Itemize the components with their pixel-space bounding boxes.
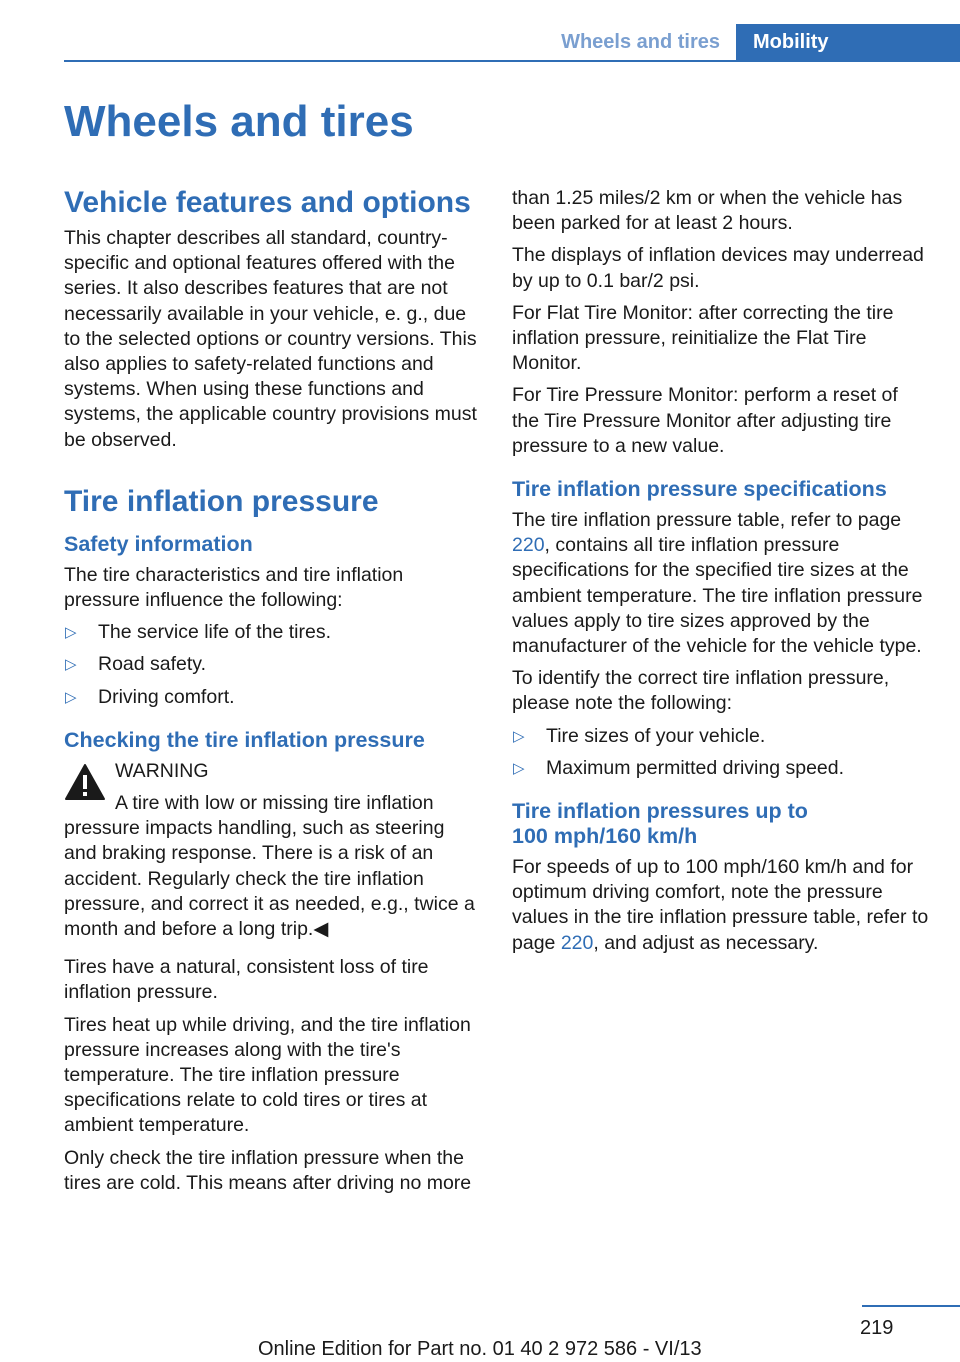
upto-text-start: For speeds of up to 100 mph/160 km/h and for optimum driving comfort, note the pressure values in the tire inflation pressure table, refer to page xyxy=(512,856,929,954)
left-column xyxy=(64,184,482,1203)
triangle-right-icon: ▷ xyxy=(513,759,525,777)
list-item xyxy=(512,724,930,749)
list-item xyxy=(512,756,930,781)
upto-paragraph xyxy=(512,855,930,956)
warning-block xyxy=(64,759,482,942)
list-item-text: Maximum permitted driving speed. xyxy=(546,756,845,779)
upto-heading-line-2: 100 mph/160 km/h xyxy=(512,824,698,849)
heat-paragraph: Tires heat up while driving, and the tire inflation pressure increases along with the tire's temperature. The tire inflation pressure specifications relate to cold tires or tires at ambient temperature. xyxy=(64,1013,471,1137)
specs-text-end: , contains all tire inflation pressure specifications for the specified tire sizes at the ambient temperature. The tire inflation pressure values apply to tire sizes approved by the manufacturer of the vehicle for the vehicle type. xyxy=(512,534,923,658)
page-link[interactable]: 220 xyxy=(560,931,594,954)
features-heading: Vehicle features and options xyxy=(64,186,471,219)
list-item xyxy=(64,685,482,710)
cold-check-paragraph: Only check the tire inflation pressure when the tires are cold. This means after driving no more xyxy=(64,1146,472,1194)
safety-heading: Safety information xyxy=(64,531,253,556)
list-item-text: Driving comfort. xyxy=(98,685,235,708)
triangle-right-icon: ▷ xyxy=(513,727,525,745)
list-item-text: The service life of the tires. xyxy=(98,621,332,644)
displays-paragraph: The displays of inflation devices may underread by up to 0.1 bar/2 psi. xyxy=(512,244,924,292)
list-item-text: Tire sizes of your vehicle. xyxy=(546,724,766,747)
specs-text-start: The tire inflation pressure table, refer to page xyxy=(512,509,902,532)
page-link[interactable]: 220 xyxy=(512,534,545,557)
safety-intro: The tire characteristics and tire inflation pressure influence the following: xyxy=(64,563,404,612)
tpm-paragraph: For Tire Pressure Monitor: perform a reset of the Tire Pressure Monitor after adjusting tire pressure to a new value. xyxy=(512,384,898,457)
specs-heading: Tire inflation pressure specifications xyxy=(512,477,887,502)
edition-footer: Online Edition for Part no. 01 40 2 972 586 - VI/13 xyxy=(258,1338,702,1360)
list-item xyxy=(64,620,482,645)
safety-list xyxy=(64,620,482,710)
page-title: Wheels and tires xyxy=(64,97,414,146)
triangle-right-icon: ▷ xyxy=(65,624,77,642)
page-number: 219 xyxy=(860,1317,894,1339)
header-section-link[interactable]: Wheels and tires xyxy=(561,31,720,53)
upto-heading xyxy=(512,799,930,849)
warning-label: WARNING xyxy=(115,759,209,782)
triangle-right-icon: ▷ xyxy=(65,688,77,706)
list-item-text: Road safety. xyxy=(98,653,207,676)
warning-triangle-icon xyxy=(64,763,106,801)
right-column xyxy=(512,186,930,963)
tire-pressure-heading: Tire inflation pressure xyxy=(64,484,379,518)
pressure-loss-paragraph: Tires have a natural, consistent loss of tire inflation pressure. xyxy=(64,956,429,1004)
flat-tire-paragraph: For Flat Tire Monitor: after correcting the tire inflation pressure, reinitialize the Flat Tire Monitor. xyxy=(512,301,894,375)
list-item xyxy=(64,652,482,677)
header-tab-mobility[interactable]: Mobility xyxy=(736,24,960,62)
footer-rule xyxy=(862,1305,960,1307)
upto-heading-line-1: Tire inflation pressures up to xyxy=(512,799,808,824)
checking-heading: Checking the tire inflation pressure xyxy=(64,727,425,752)
warning-text: A tire with low or missing tire inflation pressure impacts handling, such as steering and braking response. There is a risk of an accident. Regularly check the tire inflation pressure, and correct it as needed, e.g., twice a month and before a long trip.◀ xyxy=(64,792,475,941)
triangle-right-icon: ▷ xyxy=(65,656,77,674)
specs-paragraph xyxy=(512,508,930,659)
features-paragraph: This chapter describes all standard, country-specific and optional features offered with the series. It also describes features that are not necessarily available in your vehicle, e. g., due to the selected options or country versions. This also applies to safety-related functions and systems. When using these functions and systems, the applicable country provisions must be observed. xyxy=(64,227,477,451)
upto-text-end: , and adjust as necessary. xyxy=(593,931,819,954)
identify-intro: To identify the correct tire inflation pressure, please note the following: xyxy=(512,667,890,715)
continued-paragraph: than 1.25 miles/2 km or when the vehicle has been parked for at least 2 hours. xyxy=(512,187,903,235)
identify-list xyxy=(512,724,930,781)
